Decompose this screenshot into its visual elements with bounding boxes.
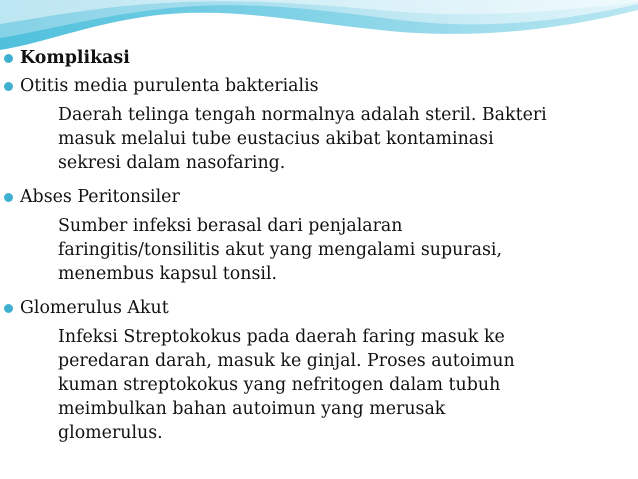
paragraph-line: glomerulus. (58, 423, 163, 443)
paragraph-line: kuman streptokokus yang nefritogen dalam tubuh (58, 375, 501, 395)
paragraph-line: sekresi dalam nasofaring. (58, 153, 286, 173)
bullet-dot-icon (4, 193, 13, 202)
paragraph-line: Daerah telinga tengah normalnya adalah steril. Bakteri (58, 105, 547, 125)
bullet-dot-icon (4, 54, 13, 63)
paragraph-line: peredaran darah, masuk ke ginjal. Proses autoimun (58, 351, 515, 371)
bullet-dot-icon (4, 82, 13, 91)
paragraph-line: menembus kapsul tonsil. (58, 264, 278, 284)
paragraph-abses (58, 214, 502, 286)
paragraph-otitis (58, 103, 547, 175)
paragraph-line: Infeksi Streptokokus pada daerah faring masuk ke (58, 327, 505, 347)
bullet-title: Komplikasi (20, 48, 130, 68)
paragraph-glomerulus (58, 325, 515, 445)
paragraph-line: Sumber infeksi berasal dari penjalaran (58, 216, 403, 236)
bullet-label: Glomerulus Akut (20, 298, 169, 318)
bullet-label: Abses Peritonsiler (20, 187, 180, 207)
bullet-label: Otitis media purulenta bakterialis (20, 76, 319, 96)
paragraph-line: masuk melalui tube eustacius akibat kontaminasi (58, 129, 494, 149)
paragraph-line: meimbulkan bahan autoimun yang merusak (58, 399, 446, 419)
bullet-dot-icon (4, 304, 13, 313)
paragraph-line: faringitis/tonsilitis akut yang mengalami supurasi, (58, 240, 503, 260)
